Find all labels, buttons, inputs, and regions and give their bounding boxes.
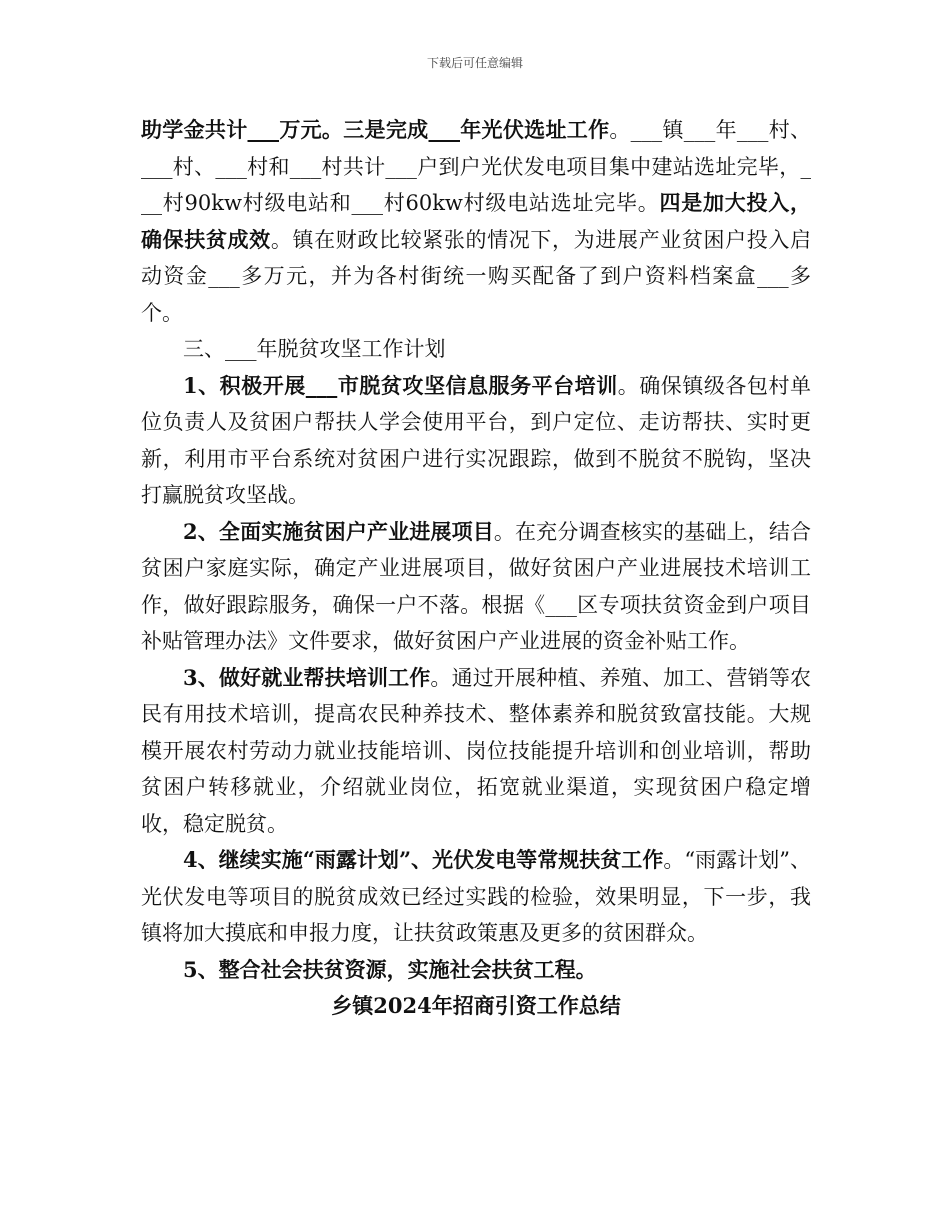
plan-item-3 — [141, 660, 811, 843]
plan-item-text: 。通过开展种植、养殖、加工、营销等农民有用技术培训，提高农民种养技术、整体素养和脱贫致富技能。大规模开展农村劳动力就业技能培训、岗位技能提升培训和创业培训，帮助贫困户转移就业，介绍就业岗位，拓宽就业渠道，实现贫困户稳定增收，稳定脱贫。 — [141, 665, 811, 836]
plan-item-text: 。“雨露计划”、光伏发电等项目的脱贫成效已经过实践的检验，效果明显，下一步，我镇将加大摸底和申报力度，让扶贫政策惠及更多的贫困群众。 — [141, 848, 811, 945]
plan-item-title: 5、整合社会扶贫资源，实施社会扶贫工程。 — [183, 956, 597, 982]
paragraph-funding-summary — [141, 112, 811, 331]
plan-item-title: 4、继续实施“雨露计划”、光伏发电等常规扶贫工作 — [183, 847, 664, 872]
document-body — [141, 112, 811, 1025]
plan-item-title: 1、积极开展___市脱贫攻坚信息服务平台培训 — [183, 372, 618, 398]
plan-item-title: 3、做好就业帮扶培训工作 — [183, 664, 431, 690]
plan-item-5 — [141, 952, 811, 989]
plan-item-2 — [141, 514, 811, 660]
section-heading: 三、___年脱贫攻坚工作计划 — [183, 337, 446, 361]
next-document-title: 乡镇2024年招商引资工作总结 — [331, 993, 621, 1018]
plan-item-text: 。确保镇级各包村单位负责人及贫困户帮扶人学会使用平台，到户定位、走访帮扶、实时更新，利用市平台系统对贫困户进行实况跟踪，做到不脱贫不脱钩，坚决打赢脱贫攻坚战。 — [141, 373, 811, 507]
page-header-note: 下载后可任意编辑 — [426, 56, 523, 70]
plan-item-1 — [141, 368, 811, 514]
paragraph-text: 。___镇___年___村、___村、___村和___村共计___户到户光伏发电项目集中建站选址完毕，___村90kw村级电站和___村60kw村级电站选址完毕。 — [141, 118, 811, 215]
bold-phrase: 助学金共计___万元。三是完成___年光伏选址工作 — [141, 117, 610, 142]
plan-item-4 — [141, 842, 811, 952]
paragraph-text: 。镇在财政比较紧张的情况下，为进展产业贫困户投入启动资金___多万元，并为各村街统一购买配备了到户资料档案盒___多个。 — [141, 227, 812, 325]
bold-phrase: 四是加大投入，确保扶贫成效 — [141, 190, 812, 252]
plan-item-title: 2、全面实施贫困户产业进展项目 — [183, 518, 494, 544]
plan-item-text: 。在充分调查核实的基础上，结合贫困户家庭实际，确定产业进展项目，做好贫困户产业进展技术培训工作，做好跟踪服务，确保一户不落。根据《___区专项扶贫资金到户项目补贴管理办法》文件要求，做好贫困户产业进展的资金补贴工作。 — [141, 519, 811, 653]
